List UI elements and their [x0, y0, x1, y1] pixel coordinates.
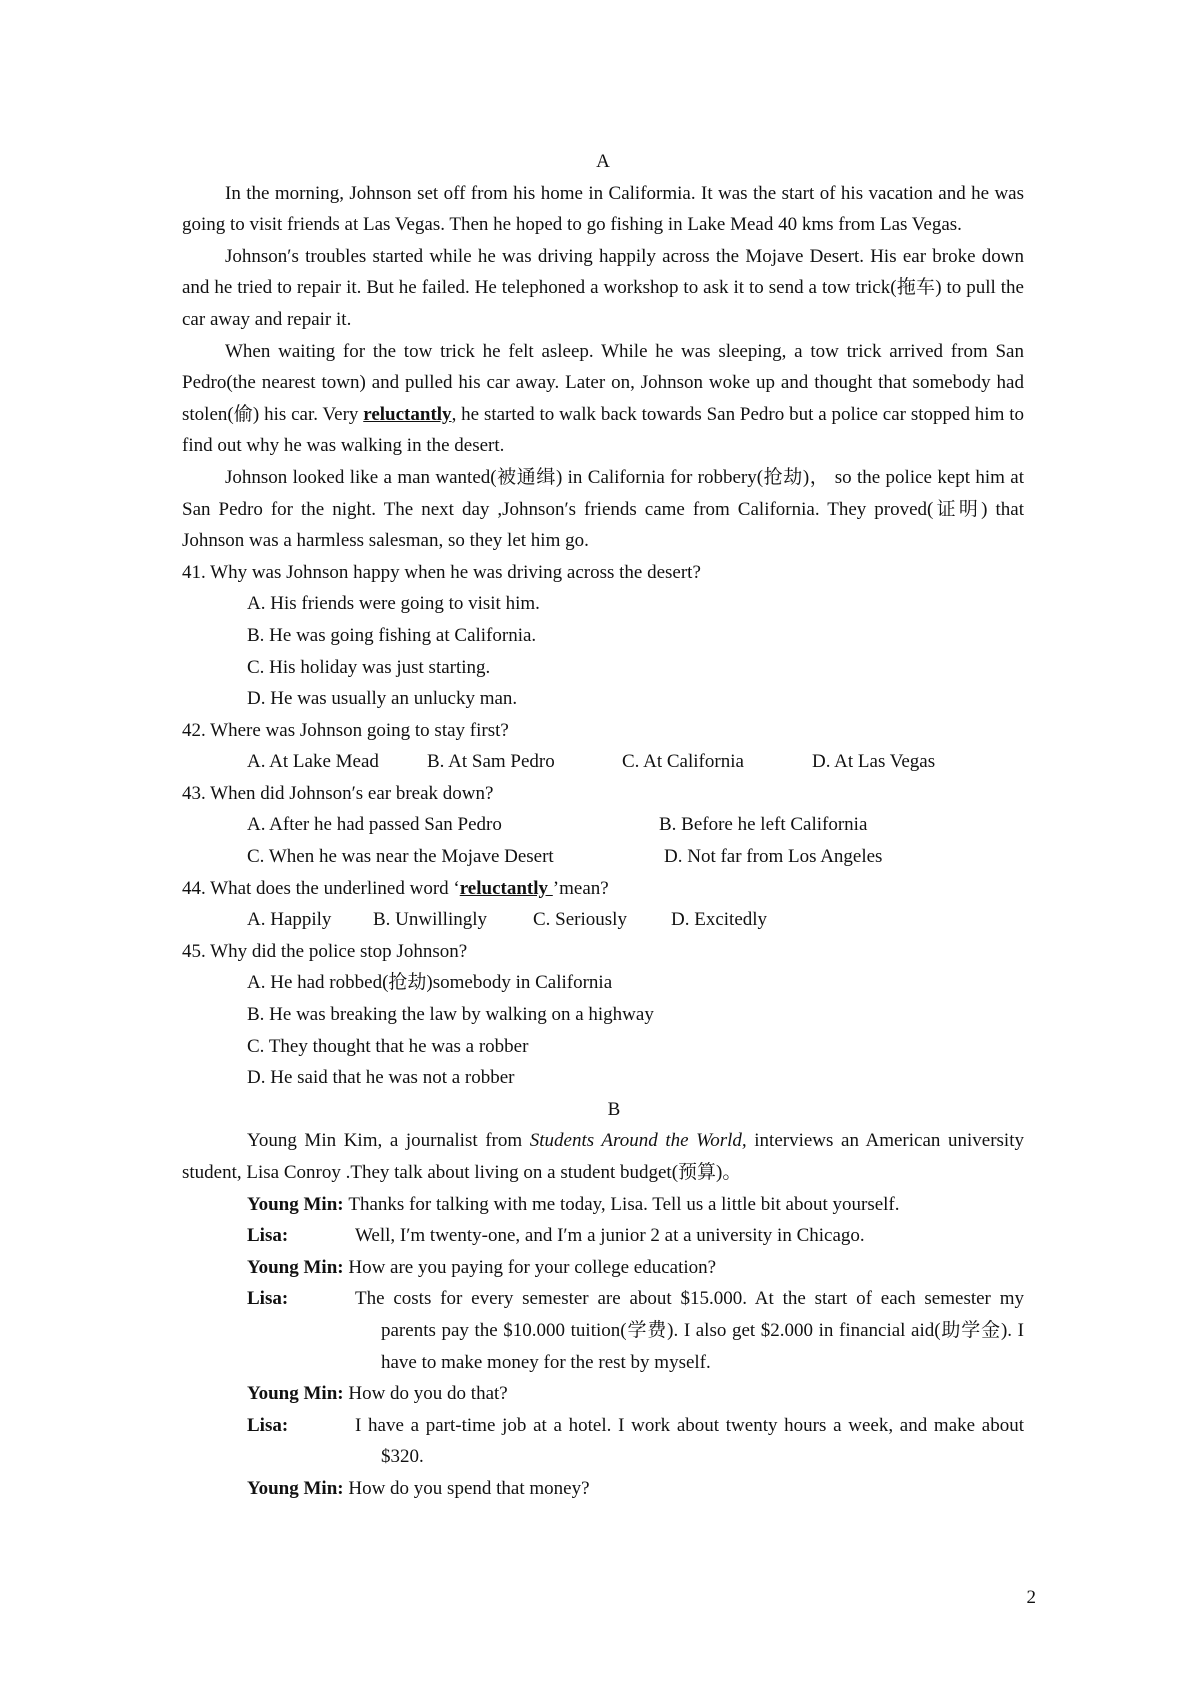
question-43-option-c: C. When he was near the Mojave Desert	[247, 846, 554, 868]
passage-a-paragraph-1: In the morning, Johnson set off from his home in Califormia. It was the start of his vacation and he was going to visit friends at Las Vegas. Then he hoped to go fishing in Lake Mead 40 kms from Las Vegas.	[182, 182, 1024, 236]
question-42-option-a: A. At Lake Mead	[247, 751, 379, 773]
dialogue-text: I have a part-time job at a hotel. I work about twenty hours a week, and make about $320.	[355, 1414, 1024, 1468]
question-41-option-b: B. He was going fishing at California.	[247, 624, 537, 646]
page-number: 2	[1026, 1587, 1036, 1608]
dialogue-speaker: Lisa:	[247, 1225, 289, 1247]
dialogue-text: How do you spend that money?	[348, 1477, 590, 1499]
magazine-title: Students Around the World,	[529, 1130, 747, 1152]
question-44-text-before: 44. What does the underlined word ‘	[182, 877, 460, 899]
question-44-option-c: C. Seriously	[533, 909, 627, 931]
dialogue-line-5	[182, 1378, 1024, 1410]
dialogue-line-2	[182, 1220, 1024, 1252]
passage-a-paragraph-4: Johnson looked like a man wanted(被通缉) in California for robbery(抢劫)， so the police kept him at San Pedro for the night. The next day ,Johnson′s friends came from California. They proved(证明) that Johnson was a harmless salesman, so they let him go.	[182, 466, 1024, 552]
question-44-keyword: reluctantly	[459, 877, 553, 899]
question-44-options	[182, 904, 1024, 936]
question-45: 45. Why did the police stop Johnson?	[182, 940, 468, 962]
question-41-option-a: A. His friends were going to visit him.	[247, 593, 540, 615]
dialogue-text: The costs for every semester are about $15.000. At the start of each semester my parents pay the $10.000 tuition(学费). I also get $2.000 in financial aid(助学金). I have to make money for the rest by myself.	[355, 1288, 1024, 1373]
intro-text-after: interviews an American university student, Lisa Conroy .They talk about living on a student budget(预算)。	[182, 1130, 1024, 1183]
passage-a-paragraph-2: Johnson′s troubles started while he was driving happily across the Mojave Desert. His ear broke down and he tried to repair it. But he failed. He telephoned a workshop to ask it to send a tow trick(拖车) to pull the car away and repair it.	[182, 245, 1024, 330]
dialogue-speaker: Young Min:	[247, 1383, 344, 1405]
dialogue-line-3	[182, 1252, 1024, 1284]
section-b-heading: B	[607, 1098, 621, 1120]
dialogue-speaker: Young Min:	[247, 1477, 344, 1499]
question-43-options-row-2	[182, 841, 1024, 873]
question-44-option-b: B. Unwillingly	[373, 909, 488, 931]
question-41-option-c: C. His holiday was just starting.	[247, 656, 491, 678]
dialogue-line-6	[182, 1410, 1024, 1473]
question-43-option-b: B. Before he left California	[659, 814, 868, 836]
question-43-options-row-1	[182, 809, 1024, 841]
question-45-option-b: B. He was breaking the law by walking on a highway	[247, 1004, 654, 1026]
question-42-option-c: C. At California	[622, 751, 744, 773]
question-41: 41. Why was Johnson happy when he was driving across the desert?	[182, 561, 701, 583]
dialogue-line-1	[182, 1189, 1024, 1221]
question-44	[182, 873, 1024, 905]
passage-b-intro	[182, 1125, 1024, 1188]
question-43-option-a: A. After he had passed San Pedro	[247, 814, 502, 836]
dialogue-line-4	[182, 1283, 1024, 1378]
dialogue-speaker: Lisa:	[247, 1288, 289, 1310]
intro-text-before: Young Min Kim, a journalist from	[247, 1130, 530, 1152]
question-43: 43. When did Johnson′s ear break down?	[182, 782, 494, 804]
question-42-option-b: B. At Sam Pedro	[427, 751, 555, 773]
passage-a-paragraph-3	[182, 336, 1024, 462]
question-44-option-a: A. Happily	[247, 909, 332, 931]
dialogue-text: Thanks for talking with me today, Lisa. Tell us a little bit about yourself.	[348, 1193, 900, 1215]
dialogue-line-7	[182, 1473, 1024, 1505]
question-44-option-d: D. Excitedly	[671, 909, 768, 931]
question-42: 42. Where was Johnson going to stay first?	[182, 719, 509, 741]
question-45-option-a: A. He had robbed(抢劫)somebody in California	[247, 972, 613, 994]
document-page	[182, 146, 1024, 1505]
question-42-option-d: D. At Las Vegas	[812, 751, 936, 773]
keyword-reluctantly: reluctantly	[363, 403, 452, 425]
question-44-text-after: ’mean?	[552, 877, 609, 899]
question-45-option-d: D. He said that he was not a robber	[247, 1067, 515, 1089]
paragraph-3-text-after: , he started to walk back towards San Pedro but a police car stopped him to find out why he was walking in the desert.	[182, 403, 1024, 457]
dialogue-text: Well, I′m twenty-one, and I′m a junior 2 at a university in Chicago.	[355, 1225, 865, 1247]
dialogue-text: How are you paying for your college education?	[348, 1256, 717, 1278]
dialogue-speaker: Young Min:	[247, 1193, 344, 1215]
dialogue-speaker: Young Min:	[247, 1256, 344, 1278]
question-41-option-d: D. He was usually an unlucky man.	[247, 688, 518, 710]
section-a-heading: A	[596, 151, 610, 172]
question-45-option-c: C. They thought that he was a robber	[247, 1035, 529, 1057]
question-42-options	[182, 746, 1024, 778]
question-43-option-d: D. Not far from Los Angeles	[664, 846, 883, 868]
paragraph-3-text-before: When waiting for the tow trick he felt asleep. While he was sleeping, a tow trick arrived from San Pedro(the nearest town) and pulled his car away. Later on, Johnson woke up and thought that somebody had stolen(偷) his car. Very	[182, 340, 1024, 425]
dialogue-speaker: Lisa:	[247, 1414, 289, 1436]
dialogue-text: How do you do that?	[348, 1383, 508, 1405]
